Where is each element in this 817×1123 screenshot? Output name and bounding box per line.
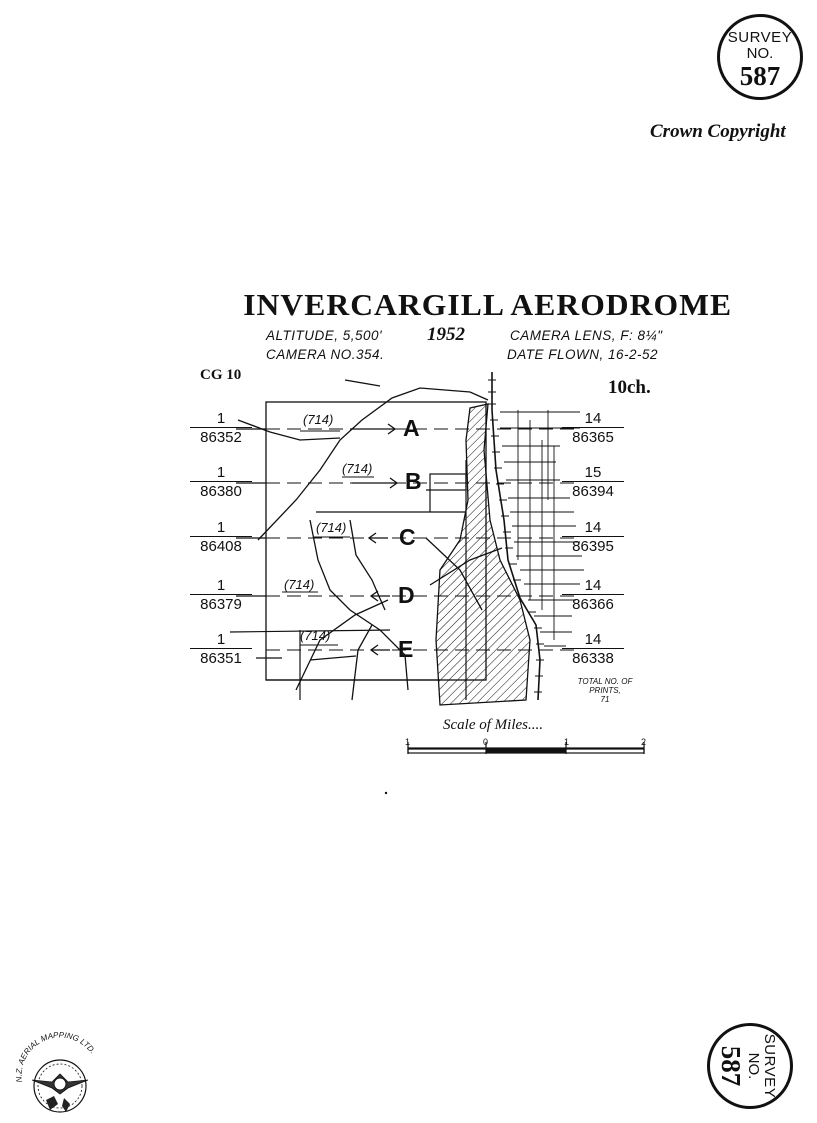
left-ref-id: 86351 [200, 650, 242, 667]
right-ref-b [562, 464, 624, 501]
right-ref-num: 14 [562, 577, 624, 595]
map-title: INVERCARGILL AERODROME [243, 287, 733, 322]
right-ref-num: 15 [562, 464, 624, 482]
right-ref-id: 86395 [572, 538, 614, 555]
left-ref-id: 86408 [200, 538, 242, 555]
right-ref-id: 86338 [572, 650, 614, 667]
date-flown-text: DATE FLOWN, 16-2-52 [507, 347, 659, 362]
left-ref-id: 86380 [200, 483, 242, 500]
run-mark-d: (714) [284, 577, 315, 592]
scale-tick: 2 [641, 737, 647, 747]
run-label-a: A [403, 415, 420, 441]
scale-label: Scale of Miles.... [443, 717, 543, 733]
total-prints-label: TOTAL NO. OF PRINTS, [577, 677, 633, 695]
stamp-survey-label: SURVEY [727, 29, 793, 46]
camera-no-text: CAMERA NO.354. [266, 347, 385, 362]
svg-text:N.Z. AERIAL MAPPING LTD. [14, 1030, 97, 1082]
right-ref-num: 14 [562, 631, 624, 649]
aerial-mapping-logo-icon [8, 1030, 112, 1118]
right-ref-id: 86366 [572, 596, 614, 613]
left-ref-num: 1 [190, 410, 252, 428]
stamp-survey-label: SURVEY [761, 1033, 778, 1099]
stamp-number: 587 [716, 1045, 746, 1087]
scale-tick: 0 [483, 737, 489, 747]
left-ref-num: 1 [190, 631, 252, 649]
right-ref-id: 86394 [572, 483, 614, 500]
left-ref-a [190, 410, 252, 447]
run-label-c: C [399, 524, 416, 550]
total-prints-value: 71 [600, 695, 610, 704]
altitude-text: ALTITUDE, 5,500' [266, 328, 383, 343]
logo-text: N.Z. AERIAL MAPPING LTD. [14, 1030, 98, 1083]
left-ref-id: 86379 [200, 596, 242, 613]
stamp-number: 587 [739, 61, 781, 91]
run-label-e: E [398, 636, 414, 662]
road [258, 388, 488, 540]
scale-bar [408, 742, 644, 754]
camera-lens-text: CAMERA LENS, F: 8¼" [510, 328, 663, 343]
right-ref-d [562, 577, 624, 614]
right-ref-num: 14 [562, 410, 624, 428]
right-ref-e [562, 631, 624, 668]
stamp-no-label: NO. [746, 45, 774, 62]
left-ref-num: 1 [190, 464, 252, 482]
left-ref-id: 86352 [200, 429, 242, 446]
crown-copyright: Crown Copyright [650, 121, 786, 142]
arrow-right-b [352, 478, 397, 488]
stamp-no-label: NO. [745, 1052, 762, 1080]
year-text: 1952 [427, 324, 465, 345]
right-ref-num: 14 [562, 519, 624, 537]
scale-note: 10ch. [608, 377, 651, 398]
left-ref-b [190, 464, 252, 501]
left-ref-num: 1 [190, 519, 252, 537]
survey-stamp-bottom [707, 1023, 793, 1109]
road [345, 380, 380, 386]
road [310, 520, 408, 690]
scale-tick: 1 [405, 737, 411, 747]
left-ref-e [190, 631, 252, 668]
arrow-left-c [369, 533, 388, 543]
right-ref-c [562, 519, 624, 556]
run-mark-a: (714) [303, 412, 334, 427]
run-mark-b: (714) [342, 461, 373, 476]
run-mark-c: (714) [316, 520, 347, 535]
run-mark-e: (714) [300, 628, 331, 643]
left-ref-num: 1 [190, 577, 252, 595]
right-ref-a [562, 410, 624, 447]
run-label-d: D [398, 582, 415, 608]
scale-tick: 1 [564, 737, 570, 747]
road [352, 625, 372, 700]
left-ref-d [190, 577, 252, 614]
right-ref-id: 86365 [572, 429, 614, 446]
series-code: CG 10 [200, 367, 242, 383]
arrow-left-e [371, 645, 390, 655]
left-ref-c [190, 519, 252, 556]
run-label-b: B [405, 468, 422, 494]
